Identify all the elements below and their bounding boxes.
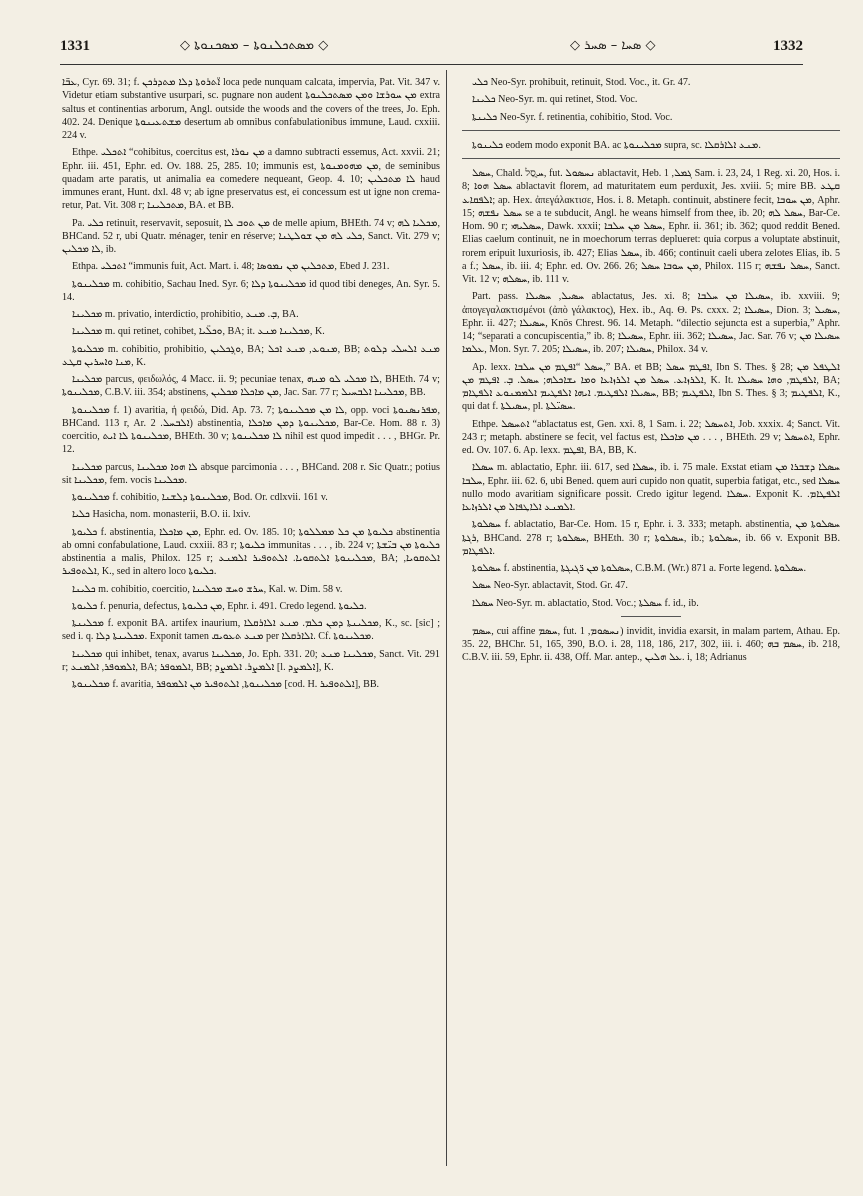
entry-paragraph: ܡܟܠܝܢܘܬܐ m. cohibitio, Sachau Ined. Syr. 6; ܡܟܠܝܢܘܬܐ ܕܠܐ id quod tibi deneges, An. Syr. 5. 14. xyxy=(62,278,440,303)
entry-paragraph: ܚܣܠܐ Neo-Syr. m. ablactatio, Stod. Voc.; ܚܣܠܬܐ f. id., ib. xyxy=(472,597,699,609)
entry-paragraph: Part. pass. ܚܣܝܠ, ܚܣܝܠܐ ablactatus, Jes. xi. 8; ܚܣܝܠܐ ܡܢ ܚܠܒܐ, ib. xxviii. 9; ἀπογεγαλακτισμένοι (ἀπὸ γάλακτος), Hex. ib., Aq. Θ. Ps. cxxx. 2; ܚܣܝܠܐ, Dion. 3; ܚܣܝܠ, Ephr. ii. 427; ܚܣܝܠܐ, Knös Chrest. 96. 14. Metaph. “dilectio sejuncta est a superbia,” Aphr. 14; “separati a concupiscentia,” ib. 8; ܚܣܝܠܐ, Ephr. iii. 362; ܚܣܝܠܐ, Jac. Sar. 76 v; ܚܣܝܠܐ ܡܢ ܥܠܡܐ, Mon. Syr. 7. 205; ܚܣܝܠܐ, ib. 207; ܚܣܝܠܐ, Philox. 34 v. xyxy=(462,291,841,356)
entry-paragraph: ܟܠܝܢܐ Neo-Syr. m. qui retinet, Stod. Voc. xyxy=(472,94,638,106)
entry-paragraph: ܟܠܝܢܘܬܐ eodem modo exponit BA. ac ܡܟܠܝܢܘܬܐ supra, sc. ܡܢܥ ܐܠܐܪܩܠܐ. xyxy=(472,139,761,151)
entry-paragraph: ܚܣܠܐ m. ablactatio, Ephr. iii. 617, sed ܚܣܠܐ, ib. i. 75 male. Exstat etiam ܚܣܠܐ ܕܫܒܪܐ ܡܢ ܚܠܒܐ, Ephr. iii. 62. 6, ubi Bened. quem auri cupido non quatit, superbia fatigat, etc., sed ܚܣܠܐ nullo modo avaritiam significare possit. Credo igitur legend. ܚܣܠܐ. Exponit K. ܐܠܦܛܐܡ. ܐܠܡܢܥ ܐܠܐܛܦܐܠ ܡܢ ܐܠܪܙܐܥܐ. xyxy=(462,462,841,513)
entry-paragraph: ܡܟܠܝܢܐ m. qui retinet, cohibet, ܘܟܠ̈ܝܐ, BA; it. ܡܟܠܝܢܐ ܡܢܥ, K. xyxy=(72,326,325,338)
entry-paragraph: Ap. lexx. ܚܣܠ “ܐܦܛܡ ܡܢ ܚܠܒܐ,” BA. et BB; ܐܦܛܡ ܚܣܠ, Ibn S. Thes. § 28; ܐܠܛܦܠ ܡܢ ܐܠܪܙܐܥ. ܚܣܠ ܡܢ ܐܠܪܙܐܥܐ ܘܡܐ ܝܫܐܟܠܗ; ܚܣܠ. ܒ̣. ܐܦܛܡ ܡܢ, K. It. ܐܠܦܛܡ, ܘܗܐ ܚܣܝܠܐ, BA; ܚܣܝܠܐ ܐܠܦܛܝܡ. ܐܝܗܐ ܐܠܦܛܝܡ ܐܠܡܡܢܘܥ ܐܠܦܛܐܡ, BB; ܐܠܦܛܝܡ, Ibn S. Thes. § 3; ܐܠܦܛܝܡ, K., qui dat f. ܚܣܝܠܬܐ, pl. ܚܣܝ̈ܠܬܐ. xyxy=(462,361,840,413)
entry-paragraph: ܡܟܠܝܘܬܐ m. cohibitio, prohibitio, ܘܓ̣ܟܠܝܢ, BA; ܡܢܘܥ, ܡܢܥ ܐܟܠ, BB; ܡܢܥ ܐܠܚܠܝ ܕܠܘܬ ܡܢܐ ܘܐܚܪܝܢ ܩܛܥ, K. xyxy=(62,343,440,368)
entry-paragraph: ܚܣܠܘܬܐ f. abstinentia, ܚܣܠܘܬܐ ܡܢ ܪ̈ܓܝܓܬܐ, C.B.M. (Wr.) 871 a. Forte legend. ܚܣܠܘܬܐ. xyxy=(472,563,807,574)
section-rule xyxy=(621,616,681,617)
right-column xyxy=(462,76,840,669)
entry-paragraph: ܟܠܝ Neo-Syr. prohibuit, retinuit, Stod. Voc., it. Gr. 47. xyxy=(472,77,691,88)
entry-paragraph: ܟܠܝܢܬܐ Neo-Syr. f. retinentia, cohibitio, Stod. Voc. xyxy=(472,111,673,123)
entry-paragraph: ܟܠܝܘܬܐ f. penuria, defectus, ܡܢ ܟܠܝܘܬܐ, Ephr. i. 491. Credo legend. ܟܠܝܘܬܐ. xyxy=(72,600,367,612)
header-rule xyxy=(60,64,803,65)
entry-paragraph: Ethpe. ܐܬܟܠܝ “cohibitus, coercitus est, ܡܢ ܢܘܪܐ a damno subtracti essemus, Act. xxvii. 21; Ephr. iii. 451, Ephr. ed. Ov. 188. 25, 285. 10; immunis est, ܡܢ ܡܗܘܡܢܘܬܐ, de seminibus quadam arte paratis, ut animalia ea comedere nequeant, Geop. 4. 10; ܠܐ ܡܬܟܠܝܢ haud immunes erant, Hunt. dxl. 48 v; ab igne preservatus est, ei concessum est ut igne non crema-retur, Pat. Vit. 308 r; ܡܬܟܠܝܢܐ, BA. et BB. xyxy=(62,147,441,212)
column-divider xyxy=(446,70,447,1166)
right-running-headword: ◇ ܣܚܐ – ܣܚܪ ◇ xyxy=(570,38,656,53)
entry-paragraph: ܟܠܝܘܬܐ f. abstinentia, ܡܢ ܡܐܟܠܐ, Ephr. ed. Ov. 185. 10; ܟܠܝܘܬܐ ܡܢ ܟܠ ܡܡܠܠܘܬܐ abstinentia ab omni confabulatione, Laud. cxxiii. 83 r; ܟܠܝܘܬܐ immunitas . . . , ib. 224 v; ܟܠܝܘܬܐ ܡܢ ܒܝ̈ܫܬܐ abstinentia a malis, Philox. 125 r; ܡܟܠܝܢܘܬܐ ܐܠܬܩܘܝܐ. ܐܠܬܘܦܝܪ ܐܠܡܢܥ, BA; ܐܠܬܩܘܝܐ, ܐܠܬܘܦܝܪ, K., sed in altero loco ܟܠܝܘܬܐ. xyxy=(62,526,440,578)
entry-paragraph: Ethpe. ܐܬܚܣܠ “ablactatus est, Gen. xxi. 8, 1 Sam. i. 22; ܐܬܚܣܠ, Job. xxxix. 4; Sanct. Vit. 243 r; metaph. abstinere se fecit, vel factus est, ܡܢ ܡܐܟܠܐ . . . , BHEth. 29 v; ܐܬܚܣܠ, Ephr. ed. Ov. 107. 6. Ap. lexx. ܐܦܛܡ, BA, BB, K. xyxy=(462,418,840,456)
entry-paragraph: ܚܣܠ, Chald. ܚֲסַל, fut. ܢܚܣܘܠ ablactavit, Heb. ܓܡܠ, 1 Sam. i. 23, 24, 1 Reg. xi. 20, Hos. i. 8; ܚܣܠ ܗܘܐ ablactavit florem, ad maturitatem eum perduxit, Jes. xviii. 5; mire BB. ܩܛܥ ܐܠܦܩܐܥ; ap. Hex. ἀπεγάλακτισε, Hos. i. 8. Metaph. continuit, abstinere fecit, ܡܢ ܚܘܒܐ, Aphr. 15; ܚܣܠ ܢܦܫܗ se a te subducit, Angl. he weans himself from thee, ib. 20; ܚܣܠ ܠܗ, Bar-Ce. Hom. 90 r; ܚܣܠܝܗܝ, Dawk. xxxii; ܚܣܠ ܡܢ ܚܠܒܐ, Ephr. ii. 361; ib. 362; quod reddit Bened. Elias caelum continuit, ne in moechorum terras deplueret: quia corpus a voluptate abstinuit, rorem eripuit luxuriosis, ib. 427; Elias ܚܣܠ, ib. 466; continuit caeli ubera zelotes Elias, ib. 5 a f.; ܚܣܠ, ib. iii. 4; Ephr. ed. Ov. 266. 26; ܡܢ ܚܘܒܐ ܚܣܠ, Philox. 115 r; ܚܣܠ ܢܦܫܗ, Sanct. Vit. 12 v; ܚܣܠܗ, ib. 111 v. xyxy=(462,168,841,285)
entry-paragraph: ܡܟܠܝܢܐ m. privatio, interdictio, prohibitio, ܒ̣. ܡܢܥ, BA. xyxy=(72,309,299,320)
entry-paragraph: ܡܟܠܝܢܘܬܐ f. avaritia, ܡܟܠܝܢܘܬܐ, ܐܠܬܘܦܝܪ ܡܢ ܐܠܡܘܦܪ [cod. H. ܐܠܬܘܦܝܪ], BB. xyxy=(72,679,380,690)
entry-paragraph: ܡܟܠܝܢܘܬܐ f. 1) avaritia, ἡ φειδώ, Did. Ap. 73. 7; ܠܐ ܡܢ ܡܟܠܝܢܘܬܐ, opp. voci ܡܦܪܢܣܢܘܬܐ, BHCand. 113 r, Ar. ܐܠܒܚܠ. 2) abstinentia, ܡܟܠܝܢܘܬܐ ܕܡܢ ܡܐܟܠܐ, Bar-Ce. Hom. 88 r. 3) coercitio, ܡܟܠܝܢܘܬܐ ܠܐ ܐܝܬ, BHEth. 30 v; ܠܐ ܡܟܠܝܢܘܬܐ nihil est quod impedit . . . , BHGr. Pr. 12. xyxy=(62,404,441,456)
entry-paragraph: ܥܒ̈ܐ, Cyr. 69. 31; f. ܐ̈ܬܪܘܬܐ ܕܠܐ ܡܬܕܪܟܢ loca pede nunquam calcata, impervia, Pat. Vit. 347 v. Videtur etiam substantive usurpari, sc. pugnare non audent ܡܢ ܚܘܪܫܐ ܘܡܢ ܡܣܬܟܠܢܘܬܐ extra saltus et continentias arborum, Angl. outside the woods and the covers of the trees, Jo. Eph. 402. 24. Denique ܡܫܬܥܝܢܘܬܐ desertum ab omnibus confabulationibus immune, Laud. cxxiii. 224 v. xyxy=(62,77,441,141)
entry-paragraph: ܡܟܠܝܢܐ qui inhibet, tenax, avarus ܡܟܠܝܢܐ, Jo. Eph. 331. 20; ܡܟܠܝܢܐ ܡܢܥ, Sanct. Vit. 291 r; ܐܠܡܘܦܪ, ܐܠܡܢܥ, BA; ܐܠܡܘܦܪ, BB; ܐܠܡܨܪ. ܐܠܡܨܕ [l. ܐܠܡܨܕ], K. xyxy=(62,648,440,673)
left-column xyxy=(62,76,440,695)
left-page-number: 1331 xyxy=(60,38,90,54)
page-header xyxy=(60,38,803,60)
entry-paragraph: ܚܣܡ, cui affine ܚܣܡ, fut. ܢܚܣܘܡ, 1) invidit, invidia exarsit, in malam partem, Athau. Ep. 35. 22, BHChr. 51, 165, 390, B.O. i. 28, 118, 186, 217, 302, iii. i. 460; ܚܣܡ ܒܗ, ib. 218, C.B.V. iii. 59, Ephr. ii. 438, Off. Mar. antep., ܥܠ ܗܠܝܢ. i, 18; Adrianus xyxy=(462,625,841,664)
entry-paragraph: ܡܟܠܝܢܬܐ f. exponit BA. artifex inaurium, ܡܟܠܝܢܬܐ ܕܡܢ ܟܠܡ. ܡܢܥ ܐܠܐܪܩܠܐ, K., sc. [sic] ; sed i. q. ܡܟܠܝܢܬܐ ܕܠܐ. Exponit tamen ܡܢܥ ܬܥܘܝܩ per ܐܠܐܪܩܠܐ. Cf. ܡܟܠܝܢܘܬܐ. xyxy=(62,618,441,643)
entry-paragraph: ܟܠܝܢܐ m. cohibitio, coercitio, ܚܪܫ ܘܚܫ ܡܟܠܝܢܐ, Kal. w. Dim. 58 v. xyxy=(72,583,343,595)
entry-paragraph: ܟܠܝܐ Hasicha, nom. monasterii, B.O. ii. lxiv. xyxy=(72,509,251,521)
right-page-number: 1332 xyxy=(773,38,803,54)
entry-paragraph: ܚܣܠܘܬܐ f. ablactatio, Bar-Ce. Hom. 15 r, Ephr. i. 3. 333; metaph. abstinentia, ܚܣܠܘܬܐ ܡܢ ܪܓܬܐ, BHCand. 278 r; ܚܣܠܘܬܐ, BHEth. 30 r; ܚܣܠܘܬܐ, ib.; ܚܣܠܘܬܐ, ib. 66 v. Exponit BB. ܐܠܦܛܐܡ. xyxy=(462,519,840,557)
left-running-headword: ◇ ܡܣܬܟܠܢܘܬܐ – ܡܣܟܢܘܬܐ ◇ xyxy=(180,38,329,53)
section-rule xyxy=(462,130,840,131)
entry-paragraph: ܡܟܠܝܢܘܬܐ f. cohibitio, ܡܟܠܝܢܘܬܐ ܕܠܫܢܐ, Bod. Or. cdlxvii. 161 v. xyxy=(72,492,328,503)
section-rule xyxy=(462,158,840,159)
entry-paragraph: ܡܟܠܝܢܐ parcus, φειδωλός, 4 Macc. ii. 9; pecuniae tenax, ܠܐ ܡܟܠܝ ܠܘ ܡܢܗ, BHEth. 74 v; ܡܟܠܝܢܘܬܐ, C.B.V. iii. 354; abstinens, ܡܢ ܡܐܟܠܐ ܡܟܠܝܢ, Jac. Sar. 77 r; ܡܟܠܝܢܐ ܐܠܒܚܝܠ, BB. xyxy=(62,374,440,399)
entry-paragraph: ܡܟܠܝܢܐ parcus, ܠܐ ܗܘܐ ܡܟܠܝܢܐ absque parcimonia . . . , BHCand. 208 r. Sic Quatr.; potius sit ܡܟܠܝܢܐ, fem. vocis ܡܟܠܝܢܐ. xyxy=(62,461,440,486)
entry-paragraph: Pa. ܟܠܝ retinuit, reservavit, seposuit, ܡܢ ܬܘܒ ܠܐ de melle apium, BHEth. 74 v; ܡܟܠܝܐ ܠܗ, BHCand. 52 r, ubi Quatr. ménager, tenir en réserve; ܟܠܝ ܠܗ ܡܢ ܫܘܠܛܢܐ, Sanct. Vit. 279 v; ܠܐ ܡܟܠܝܢ, ib. xyxy=(62,217,441,255)
entry-paragraph: Ethpa. ܐܬܟܠܝ “immunis fuit, Act. Mart. i. 48; ܡܬܟܠܝܢ ܡܢ ܢܡܘܣܐ, Ebed J. 231. xyxy=(72,261,390,273)
entry-paragraph: ܚܣܠ Neo-Syr. ablactavit, Stod. Gr. 47. xyxy=(472,580,628,592)
